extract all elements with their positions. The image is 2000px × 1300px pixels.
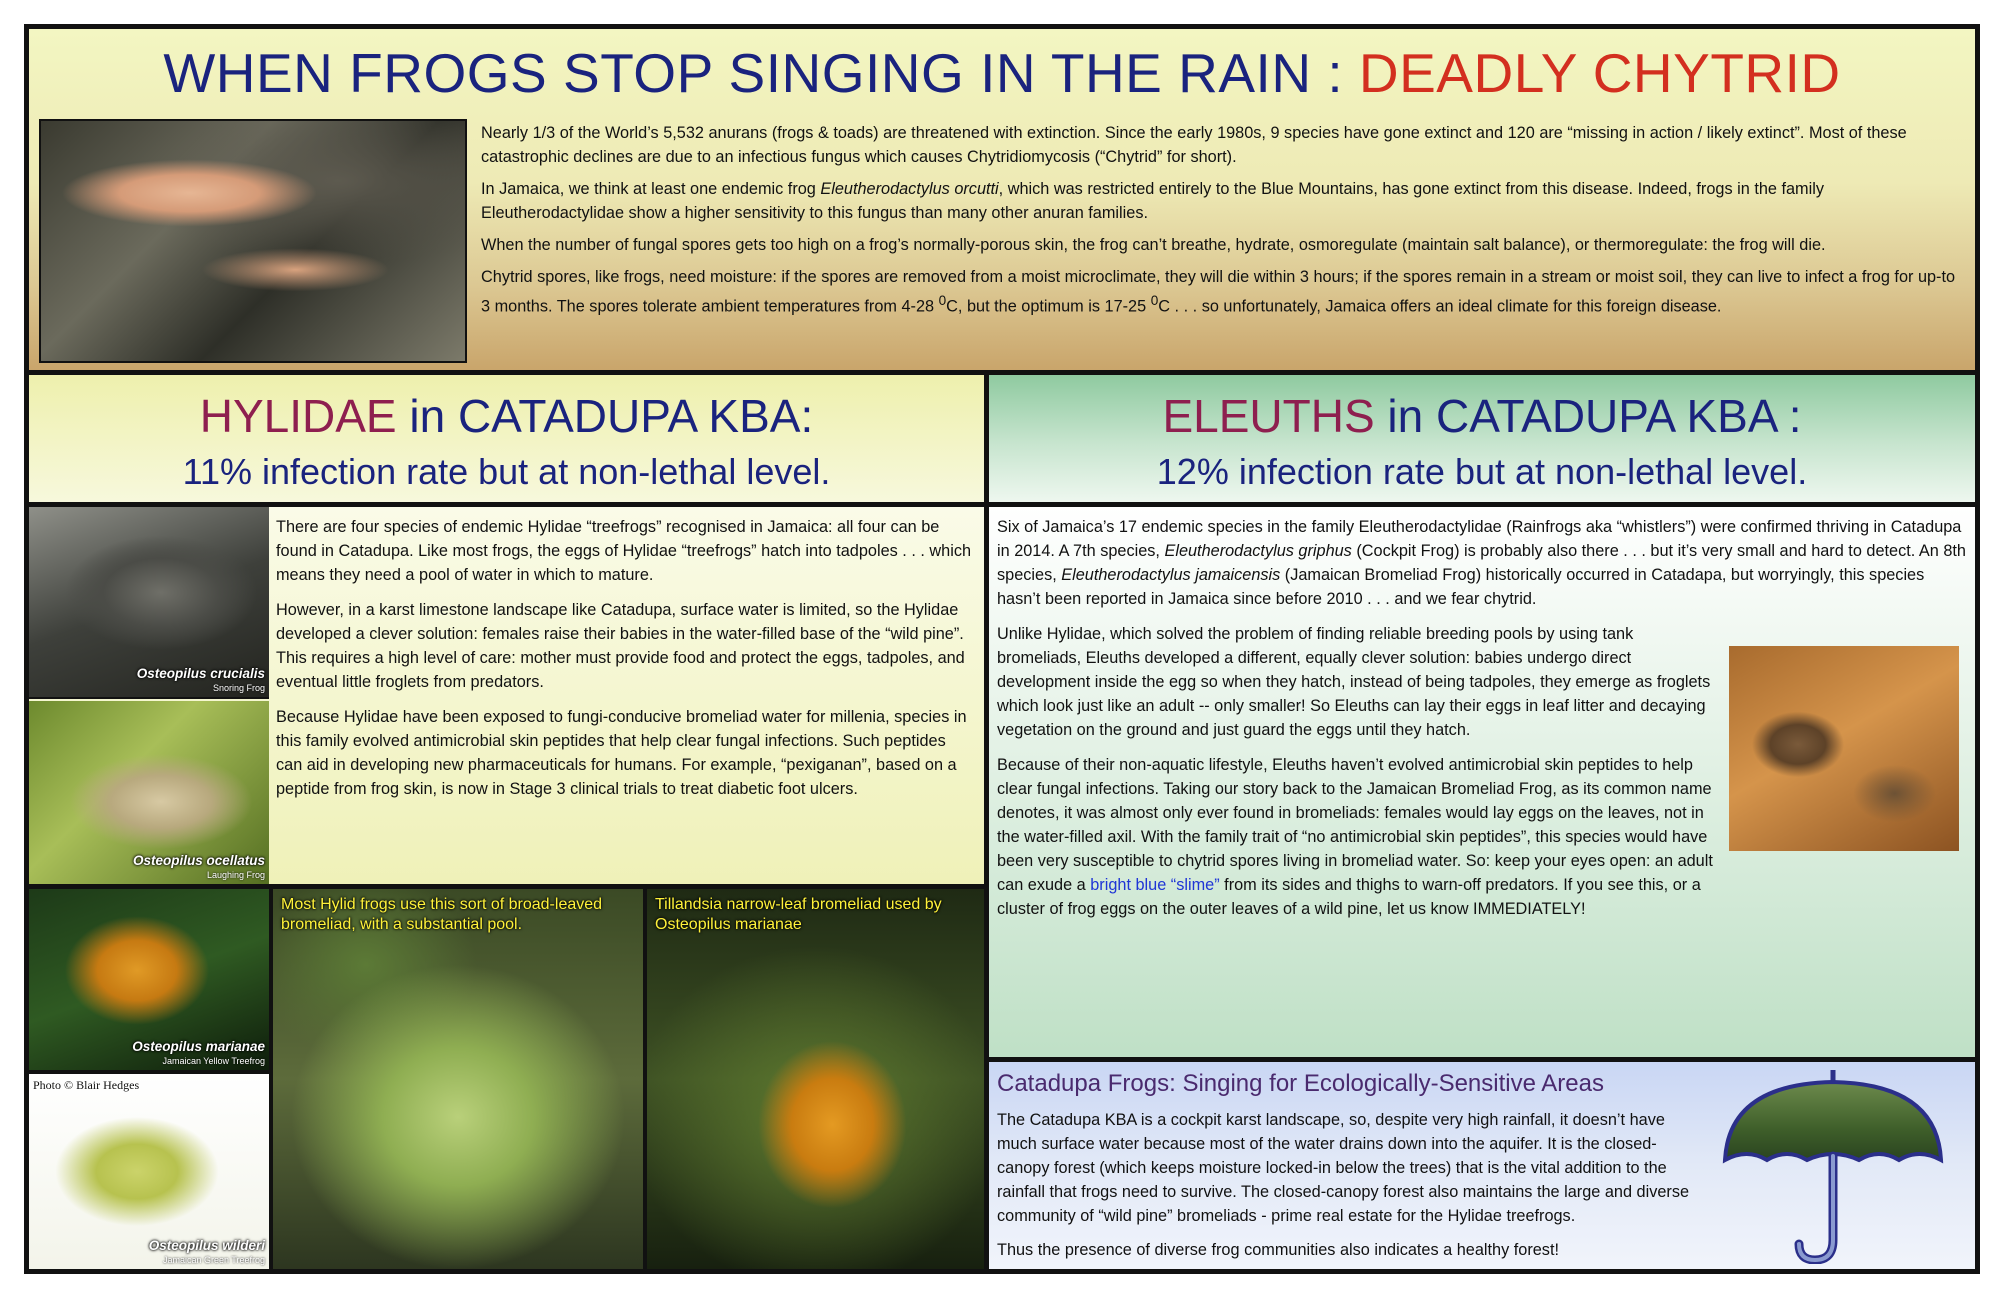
hylidae-paragraph: There are four species of endemic Hylidae “treefrogs” recognised in Jamaica: all four can be found in Catadupa. Like most frogs, the eggs of Hylidae “treefrogs” hatch into tadpoles . . . which means they need a pool of water in which to mature. [276, 518, 972, 584]
photo-credit: Photo © Blair Hedges [33, 1078, 140, 1092]
hylidae-header [29, 375, 984, 502]
text-run: (Jamaican Bromeliad Frog) historically occurred in Catadapa, but worryingly, this species hasn’t been reported in Jamaica since before 2010 . . . and we fear chytrid. [997, 566, 1925, 608]
osteopilus-wilderi-photo [29, 1074, 269, 1269]
text-run: In Jamaica, we think at least one endemic frog [481, 180, 821, 198]
eleuths-body [989, 507, 1975, 1057]
catadupa-paragraph: The Catadupa KBA is a cockpit karst landscape, so, despite very high rainfall, it doesn’t have much surface water because most of the water drains down into the aquifer. It is the closed-canopy forest (which keeps moisture locked-in below the trees) that is the vital addition to the rainfall that frogs need to survive. The closed-canopy forest also maintains the large and diverse community of “wild pine” bromeliads - prime real estate for the Hylidae treefrogs. [997, 1111, 1690, 1225]
main-title-text: WHEN FROGS STOP SINGING IN THE RAIN : [163, 42, 1359, 104]
broad-leaf-bromeliad-photo [273, 889, 643, 1269]
species-caption: Osteopilus ocellatus [132, 853, 265, 868]
photo-spacer [1717, 622, 1967, 828]
bromeliad-caption: Most Hylid frogs use this sort of broad-leaved bromeliad, with a substantial pool. [281, 896, 603, 933]
common-name-caption: Jamaican Green Treefrog [162, 1255, 265, 1265]
intro-paragraph [481, 177, 1966, 225]
species-caption: Osteopilus wilderi [148, 1238, 265, 1253]
eleuths-title-accent: ELEUTHS [1162, 390, 1375, 442]
text-run: C, but the optimum is 17-25 [946, 297, 1151, 316]
hylidae-title-accent: HYLIDAE [199, 390, 397, 442]
osteopilus-marianae-photo [29, 889, 269, 1072]
text-run: C . . . so unfortunately, Jamaica offers an ideal climate for this foreign disease. [1158, 297, 1722, 316]
species-name: Eleutherodactylus jamaicensis [1061, 566, 1281, 584]
main-title [29, 41, 1975, 105]
chytrid-frog-photo [39, 119, 467, 363]
eleuths-text [997, 515, 1967, 932]
eleuths-title [989, 389, 1975, 443]
catadupa-frogs-panel [989, 1062, 1975, 1269]
text-run: Six of Jamaica’s 17 endemic species in the family Eleutherodactylidae (Rainfrogs aka “whistlers”) were confirmed thriving in Catadupa in 2014. A 7th species, [997, 518, 1962, 560]
hylidae-text [276, 515, 976, 812]
species-name: Eleutherodactylus griphus [1164, 542, 1352, 560]
hylidae-subtitle: 11% infection rate but at non-lethal level. [182, 451, 831, 492]
intro-paragraph: When the number of fungal spores gets too high on a frog’s normally-porous skin, the frog can’t breathe, hydrate, osmoregulate (maintain salt balance), or thermoregulate: the frog will die. [481, 236, 1826, 254]
catadupa-text [997, 1108, 1702, 1269]
photo-spacer [1717, 828, 1967, 890]
catadupa-paragraph: Thus the presence of diverse frog communities also indicates a healthy forest! [997, 1241, 1559, 1259]
degree-sup: 0 [1150, 293, 1159, 308]
text-run: Chytrid spores, like frogs, need moisture: if the spores are removed from a moist microclimate, they will die within 3 hours; if the spores remain in a stream or moist soil, they can live to infect a frog for up-to 3 months. The spores tolerate ambient temperatures from 4-28 [481, 268, 1956, 316]
eleuths-header [989, 375, 1975, 502]
osteopilus-ocellatus-photo [29, 701, 269, 884]
common-name-caption: Jamaican Yellow Treefrog [162, 1056, 265, 1066]
forest-umbrella-icon [1719, 1068, 1947, 1264]
eleuths-title-rest: in CATADUPA KBA : [1374, 390, 1802, 442]
catadupa-title: Catadupa Frogs: Singing for Ecologically-Sensitive Areas [997, 1070, 1604, 1097]
tillandsia-bromeliad-photo [647, 889, 984, 1269]
intro-panel [29, 29, 1975, 370]
species-caption: Osteopilus marianae [132, 1039, 265, 1054]
poster [24, 24, 1980, 1274]
bromeliad-caption: Tillandsia narrow-leaf bromeliad used by Osteopilus marianae [655, 896, 942, 933]
hylidae-paragraph: Because Hylidae have been exposed to fungi-conducive bromeliad water for millenia, species in this family evolved antimicrobial skin peptides that help clear fungal infections. Such peptides can aid in developing new pharmaceuticals for humans. For example, “pexiganan”, based on a peptide from frog skin, is now in Stage 3 clinical trials to treat diabetic foot ulcers. [276, 708, 967, 798]
common-name-caption: Laughing Frog [206, 870, 265, 880]
eleuths-paragraph [997, 515, 1967, 611]
blue-slime-highlight: bright blue “slime” [1090, 876, 1220, 894]
text-run: (Cockpit Frog) is probably also there . . . but it’s very small and hard to detect. An 8th species, [997, 542, 1966, 584]
main-title-accent: DEADLY CHYTRID [1358, 42, 1841, 104]
common-name-caption: Snoring Frog [212, 683, 265, 693]
hylidae-title [29, 389, 984, 443]
intro-paragraph: Nearly 1/3 of the World’s 5,532 anurans (frogs & toads) are threatened with extinction. Since the early 1980s, 9 species have gone extinct and 120 are “missing in action / likely extinct”. Most of these catastrophic declines are due to an infectious fungus which causes Chytridiomycosis (“Chytrid” for short). [481, 124, 1907, 166]
hylidae-title-rest: in CATADUPA KBA: [396, 390, 814, 442]
text-run: from its sides and thighs to warn-off predators. If you see this, or a cluster of frog eggs on the outer leaves of a wild pine, let us know IMMEDIATELY! [997, 876, 1701, 918]
species-caption: Osteopilus crucialis [136, 666, 265, 681]
eleuths-paragraph: Unlike Hylidae, which solved the problem of finding reliable breeding pools by using tank bromeliads, Eleuths developed a different, equally clever solution: babies undergo direct development inside the egg so when they hatch, instead of being tadpoles, they emerge as froglets which look just like an adult -- only smaller! So Eleuths can lay their eggs in leaf litter and decaying vegetation on the ground and just guard the eggs until they hatch. [997, 625, 1711, 739]
text-run: , which was restricted entirely to the Blue Mountains, has gone extinct from this disease. Indeed, frogs in the family Eleutherodactylidae show a higher sensitivity to this fungus than many other anuran families. [481, 180, 1824, 222]
osteopilus-crucialis-photo [29, 507, 269, 699]
eleuths-subtitle: 12% infection rate but at non-lethal level. [1156, 451, 1808, 492]
hylidae-paragraph: However, in a karst limestone landscape like Catadupa, surface water is limited, so the Hylidae developed a clever solution: females raise their babies in the water-filled base of the “wild pine”. This requires a high level of care: mother must provide food and protect the eggs, tadpoles, and eventual little froglets from predators. [276, 601, 965, 691]
text-run: Because of their non-aquatic lifestyle, Eleuths haven’t evolved antimicrobial skin peptides to help clear fungal infections. Taking our story back to the Jamaican Bromeliad Frog, as its common name denotes, it was almost only ever found in bromeliads: females would lay eggs on the leaves, not in the water-filled axil. With the family trait of “no antimicrobial skin peptides”, this species would have been very susceptible to chytrid spores living in bromeliad water. So: keep your eyes open: an adult can exude a [997, 756, 1713, 894]
intro-paragraph [481, 265, 1966, 318]
intro-text [481, 121, 1966, 326]
species-name: Eleutherodactylus orcutti [820, 180, 999, 198]
degree-sup: 0 [938, 293, 947, 308]
